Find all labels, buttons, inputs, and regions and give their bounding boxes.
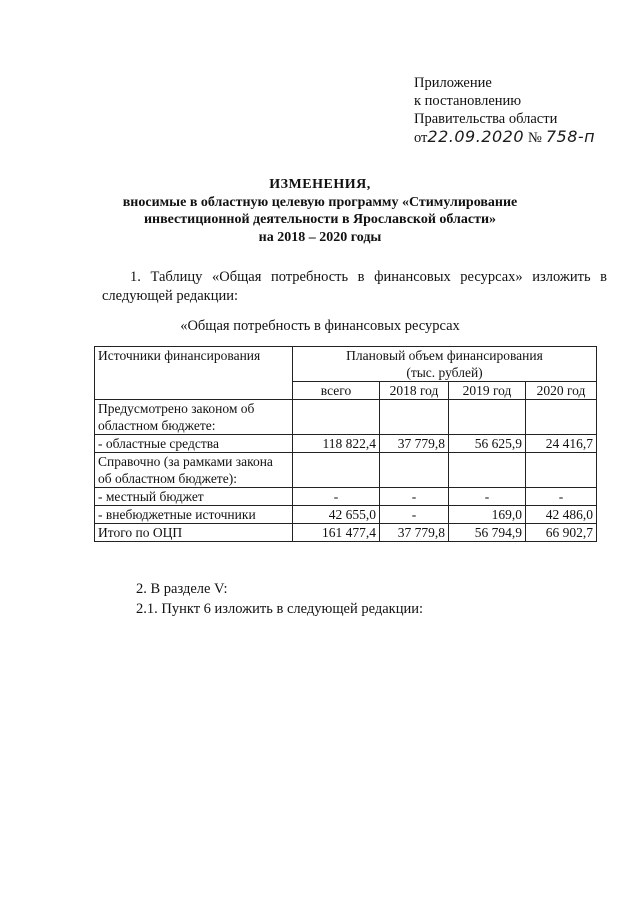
table-row [95, 506, 597, 524]
cell-total: - [293, 488, 380, 506]
paragraph-2: 2. В разделе V: [136, 581, 228, 597]
title-line-2: вносимые в областную целевую программу «Стимулирование [122, 194, 518, 210]
table-caption: «Общая потребность в финансовых ресурсах [180, 318, 460, 334]
cell-2020 [526, 400, 597, 435]
row-label: - областные средства [95, 435, 293, 453]
header-source: Источники финансирования [95, 347, 293, 400]
subheader-2019: 2019 год [449, 382, 526, 400]
subheader-total: всего [293, 382, 380, 400]
cell-2020: - [526, 488, 597, 506]
subheader-2020: 2020 год [526, 382, 597, 400]
row-label: Справочно (за рамками закона об областном бюджете): [95, 453, 293, 488]
header-plan [293, 347, 597, 382]
row-label: Предусмотрено законом об областном бюджете: [95, 400, 293, 435]
title-line-4: на 2018 – 2020 годы [258, 229, 382, 245]
table-header-row [95, 347, 597, 382]
cell-2020 [526, 453, 597, 488]
table-row [95, 435, 597, 453]
cell-total: 161 477,4 [293, 524, 380, 542]
paragraph-1: 1. Таблицу «Общая потребность в финансовых ресурсах» изложить в следующей редакции: [102, 269, 607, 304]
cell-2018 [380, 453, 449, 488]
number-sign: № [528, 130, 542, 146]
cell-2019 [449, 453, 526, 488]
table-row [95, 488, 597, 506]
cell-2019: 56 794,9 [449, 524, 526, 542]
appendix-line-1: Приложение [414, 75, 492, 91]
cell-2019: 56 625,9 [449, 435, 526, 453]
title-line-3: инвестиционной деятельности в Ярославской области» [143, 212, 497, 227]
date-prefix: от [414, 130, 428, 146]
cell-2018: 37 779,8 [380, 435, 449, 453]
appendix-block [414, 74, 595, 147]
appendix-line-2: к постановлению [414, 93, 522, 109]
financing-table [94, 346, 597, 542]
document-title [0, 176, 640, 246]
cell-2018: 37 779,8 [380, 524, 449, 542]
cell-2020: 42 486,0 [526, 506, 597, 524]
cell-total [293, 453, 380, 488]
decree-date-number [414, 128, 595, 147]
handwritten-number: 758-п [545, 127, 596, 146]
header-plan-line-2: (тыс. рублей) [406, 365, 483, 380]
cell-2019: - [449, 488, 526, 506]
table-row [95, 400, 597, 435]
title-line-1: ИЗМЕНЕНИЯ, [269, 177, 371, 192]
cell-2018 [380, 400, 449, 435]
row-label: - местный бюджет [95, 488, 293, 506]
cell-2019: 169,0 [449, 506, 526, 524]
cell-total: 42 655,0 [293, 506, 380, 524]
cell-total [293, 400, 380, 435]
cell-2020: 66 902,7 [526, 524, 597, 542]
subheader-2018: 2018 год [380, 382, 449, 400]
row-label: Итого по ОЦП [95, 524, 293, 542]
cell-total: 118 822,4 [293, 435, 380, 453]
cell-2018: - [380, 506, 449, 524]
appendix-line-3: Правительства области [414, 111, 558, 127]
table-row [95, 453, 597, 488]
cell-2018: - [380, 488, 449, 506]
header-plan-line-1: Плановый объем финансирования [346, 348, 543, 363]
paragraph-3: 2.1. Пункт 6 изложить в следующей редакции: [136, 601, 424, 617]
row-label: - внебюджетные источники [95, 506, 293, 524]
cell-2020: 24 416,7 [526, 435, 597, 453]
cell-2019 [449, 400, 526, 435]
table-row [95, 524, 597, 542]
handwritten-date: 22.09.2020 [427, 127, 525, 146]
